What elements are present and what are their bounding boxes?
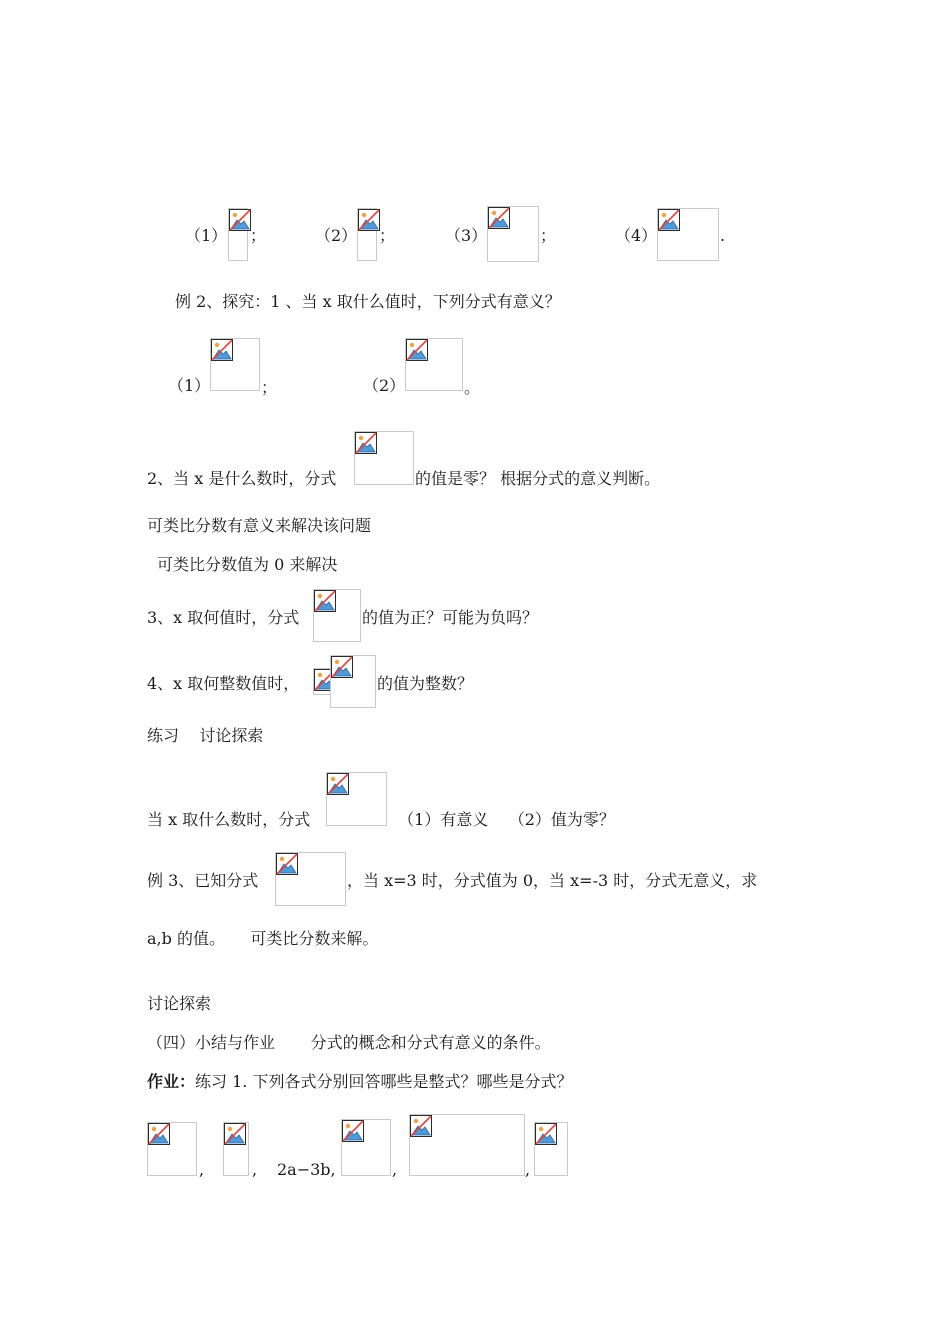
broken-image-icon <box>211 339 233 361</box>
broken-image-icon <box>406 339 428 361</box>
separator: ； <box>379 226 396 245</box>
question-2-suffix: 的值是零？ 根据分式的意义判断。 <box>415 469 661 488</box>
item-label-2: （2） <box>363 376 406 395</box>
example-2-heading: 例 2、探究：1 、当 x 取什么值时，下列分式有意义？ <box>175 292 561 311</box>
fraction-image <box>534 1122 568 1176</box>
fraction-image <box>147 1122 197 1176</box>
item-label-1: （1） <box>168 376 211 395</box>
broken-image-icon <box>355 432 377 454</box>
separator: ； <box>250 226 267 245</box>
fraction-image <box>487 206 539 262</box>
question-4-suffix: 的值为整数？ <box>377 674 474 693</box>
broken-image-icon <box>276 853 298 875</box>
comma: , <box>525 1160 531 1179</box>
example-3-suffix: ，当 x=3 时，分式值为 0，当 x=-3 时，分式无意义，求 <box>347 871 758 890</box>
separator: ； <box>261 378 278 397</box>
fraction-image <box>330 655 376 708</box>
broken-image-icon <box>314 590 336 612</box>
question-2-prefix: 2、当 x 是什么数时，分式 <box>147 469 337 488</box>
homework-text: 练习 1. 下列各式分别回答哪些是整式？哪些是分式？ <box>195 1072 573 1091</box>
item-label-1: （1） <box>185 226 228 245</box>
question-3-prefix: 3、x 取何值时，分式 <box>147 608 300 627</box>
fraction-image <box>341 1119 391 1176</box>
fraction-image <box>326 772 387 826</box>
item-label-4: （4） <box>615 226 658 245</box>
summary-line: （四）小结与作业 分式的概念和分式有意义的条件。 <box>147 1033 551 1052</box>
fraction-image <box>210 338 260 391</box>
question-4-prefix: 4、x 取何整数值时， <box>147 674 300 693</box>
example-3-prefix: 例 3、已知分式 <box>147 871 259 890</box>
item-label-2: （2） <box>315 226 358 245</box>
practice-title: 练习 讨论探索 <box>147 726 264 745</box>
separator: . <box>720 226 726 245</box>
fraction-image <box>313 668 331 695</box>
item-label-3: （3） <box>445 226 488 245</box>
broken-image-icon <box>224 1123 246 1145</box>
homework-label: 作业： <box>147 1072 196 1091</box>
fraction-image <box>228 208 248 261</box>
fraction-image <box>354 431 414 485</box>
example-3-line-2: a,b 的值。 可类比分数来解。 <box>147 929 379 948</box>
fraction-image <box>223 1122 249 1176</box>
fraction-image <box>657 208 719 261</box>
broken-image-icon <box>331 656 353 678</box>
discussion-heading: 讨论探索 <box>147 994 212 1013</box>
hint-text: 可类比分数值为 0 来解决 <box>157 555 338 574</box>
broken-image-icon <box>327 773 349 795</box>
fraction-image <box>409 1114 525 1176</box>
comma: , <box>392 1160 398 1179</box>
fraction-image <box>357 208 377 261</box>
practice-question-suffix: （1）有意义 （2）值为零？ <box>388 810 615 829</box>
broken-image-icon <box>229 209 251 231</box>
homework-line <box>147 1072 572 1092</box>
broken-image-icon <box>342 1120 364 1142</box>
comma: , <box>199 1160 205 1179</box>
question-3-suffix: 的值为正？可能为负吗？ <box>362 608 539 627</box>
comma: , <box>252 1160 258 1179</box>
fraction-image <box>405 338 463 391</box>
fraction-image <box>275 852 346 906</box>
broken-image-icon <box>410 1115 432 1137</box>
separator: 。 <box>464 378 481 397</box>
practice-question-prefix: 当 x 取什么数时，分式 <box>147 810 311 829</box>
fraction-image <box>313 589 361 642</box>
broken-image-icon <box>535 1123 557 1145</box>
broken-image-icon <box>148 1123 170 1145</box>
broken-image-icon <box>488 207 510 229</box>
hint-text: 可类比分数有意义来解决该问题 <box>147 516 372 535</box>
separator: ； <box>540 226 557 245</box>
broken-image-icon <box>358 209 380 231</box>
broken-image-icon <box>658 209 680 231</box>
expression-text: 2a−3b, <box>277 1160 336 1179</box>
